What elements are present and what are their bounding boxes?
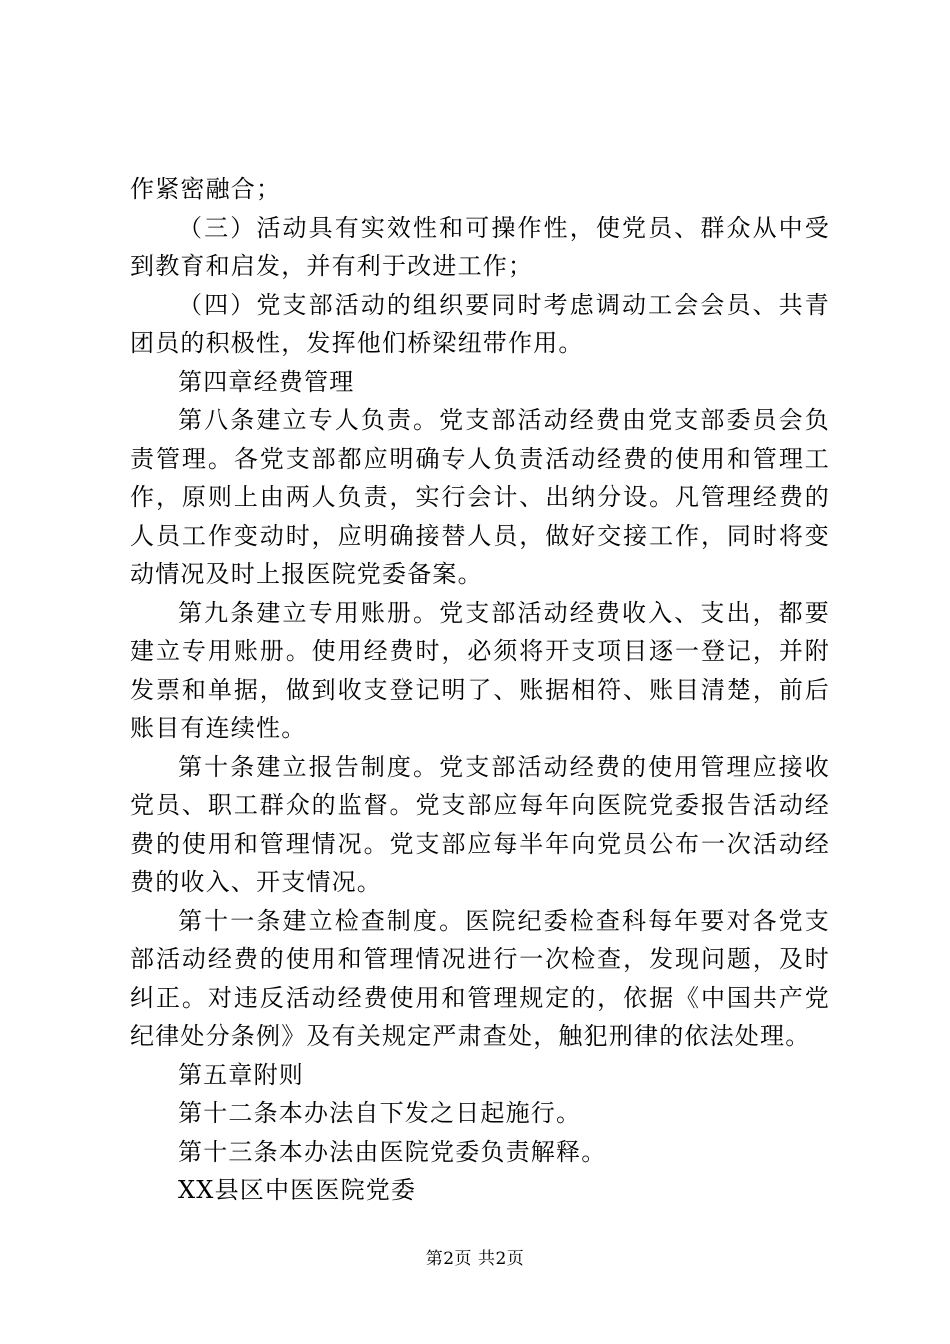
paragraph: （四）党支部活动的组织要同时考虑调动工会会员、共青团员的积极性，发挥他们桥梁纽带作用。 — [130, 290, 830, 357]
chapter-heading: 第四章经费管理 — [178, 367, 355, 396]
paragraph: 第八条建立专人负责。党支部活动经费由党支部委员会负责管理。各党支部都应明确专人负责活动经费的使用和管理工作，原则上由两人负责，实行会计、出纳分设。凡管理经费的人员工作变动时，应明确接替人员，做好交接工作，同时将变动情况及时上报医院党委备案。 — [130, 406, 830, 588]
paragraph: （三）活动具有实效性和可操作性，使党员、群众从中受到教育和启发，并有利于改进工作； — [130, 213, 830, 280]
paragraph: 第十三条本办法由医院党委负责解释。 — [178, 1137, 607, 1166]
paragraph: 作紧密融合； — [130, 175, 282, 203]
signature-line: XX县区中医医院党委 — [178, 1176, 417, 1204]
chapter-heading: 第五章附则 — [178, 1060, 304, 1089]
document-body — [130, 170, 830, 1210]
paragraph: 第十条建立报告制度。党支部活动经费的使用管理应接收党员、职工群众的监督。党支部应每年向医院党委报告活动经费的使用和管理情况。党支部应每半年向党员公布一次活动经费的收入、开支情况。 — [130, 752, 830, 896]
paragraph: 第十一条建立检查制度。医院纪委检查科每年要对各党支部活动经费的使用和管理情况进行一次检查，发现问题，及时纠正。对违反活动经费使用和管理规定的，依据《中国共产党纪律处分条例》及有关规定严肃查处，触犯刑律的依法处理。 — [130, 906, 830, 1050]
paragraph: 第九条建立专用账册。党支部活动经费收入、支出，都要建立专用账册。使用经费时，必须将开支项目逐一登记，并附发票和单据，做到收支登记明了、账据相符、账目清楚，前后账目有连续性。 — [130, 598, 830, 742]
page-footer: 第2页 共2页 — [425, 1249, 525, 1269]
paragraph: 第十二条本办法自下发之日起施行。 — [178, 1099, 582, 1127]
